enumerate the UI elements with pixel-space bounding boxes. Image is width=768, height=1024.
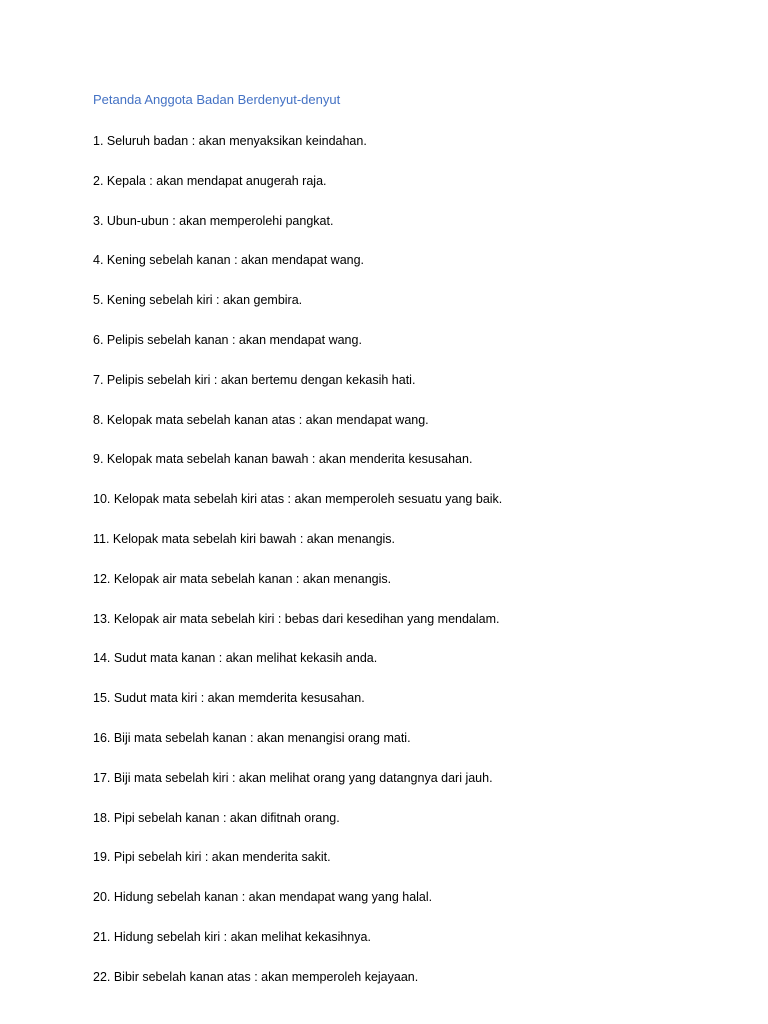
- list-item: 20. Hidung sebelah kanan : akan mendapat wang yang halal.: [93, 890, 433, 905]
- list-item: 8. Kelopak mata sebelah kanan atas : akan mendapat wang.: [93, 412, 429, 427]
- list-item: 6. Pelipis sebelah kanan : akan mendapat wang.: [93, 332, 362, 347]
- list-item: 5. Kening sebelah kiri : akan gembira.: [93, 293, 303, 308]
- list-item: 22. Bibir sebelah kanan atas : akan memperoleh kejayaan.: [93, 969, 419, 984]
- list-item: 16. Biji mata sebelah kanan : akan menangisi orang mati.: [93, 730, 411, 745]
- list-item: 13. Kelopak air mata sebelah kiri : bebas dari kesedihan yang mendalam.: [93, 611, 500, 626]
- list-item: 4. Kening sebelah kanan : akan mendapat wang.: [93, 253, 365, 268]
- list-item: 19. Pipi sebelah kiri : akan menderita sakit.: [93, 850, 331, 865]
- list-item: 15. Sudut mata kiri : akan memderita kesusahan.: [93, 691, 365, 706]
- list-item: 10. Kelopak mata sebelah kiri atas : akan memperoleh sesuatu yang baik.: [93, 492, 503, 507]
- list-item: 21. Hidung sebelah kiri : akan melihat kekasihnya.: [93, 929, 371, 944]
- list-item: 1. Seluruh badan : akan menyaksikan keindahan.: [93, 134, 367, 148]
- list-item: 11. Kelopak mata sebelah kiri bawah : akan menangis.: [93, 531, 396, 546]
- list-item: 7. Pelipis sebelah kiri : akan bertemu dengan kekasih hati.: [93, 372, 416, 387]
- list-item: 17. Biji mata sebelah kiri : akan melihat orang yang datangnya dari jauh.: [93, 770, 493, 785]
- list-item: 9. Kelopak mata sebelah kanan bawah : akan menderita kesusahan.: [93, 452, 473, 467]
- list-item: 3. Ubun-ubun : akan memperolehi pangkat.: [93, 213, 334, 228]
- document-title: Petanda Anggota Badan Berdenyut-denyut: [93, 92, 341, 107]
- list-item: 2. Kepala : akan mendapat anugerah raja.: [93, 173, 327, 188]
- omen-list: [93, 132, 502, 1008]
- list-item: 12. Kelopak air mata sebelah kanan : akan menangis.: [93, 571, 392, 586]
- list-item: 14. Sudut mata kanan : akan melihat kekasih anda.: [93, 651, 378, 666]
- list-item: 18. Pipi sebelah kanan : akan difitnah orang.: [93, 810, 340, 825]
